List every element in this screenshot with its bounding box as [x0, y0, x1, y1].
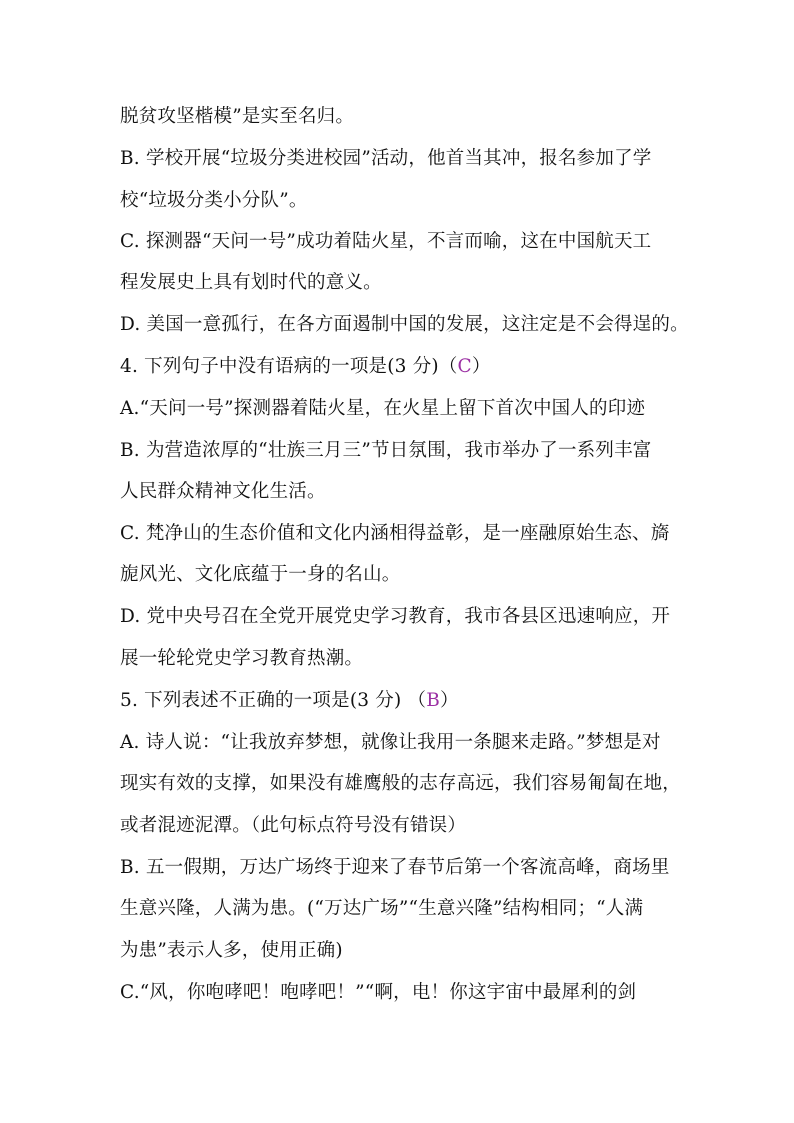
text-line-5: 程发展史上具有划时代的意义。	[120, 272, 382, 293]
text-line-21: 为患”表示人多，使用正确)	[120, 940, 343, 961]
question-5-text: 5. 下列表述不正确的一项是(3 分) （	[120, 690, 427, 711]
text-line-8: A.“天问一号”探测器着陆火星，在火星上留下首次中国人的印迹	[120, 398, 646, 419]
text-line-19: B. 五一假期，万达广场终于迎来了春节后第一个客流高峰，商场里	[120, 857, 670, 878]
text-line-10: 人民群众精神文化生活。	[120, 481, 326, 502]
text-line-2: B. 学校开展“垃圾分类进校园”活动，他首当其冲，报名参加了学	[120, 148, 652, 169]
text-line-11: C. 梵净山的生态价值和文化内涵相得益彰，是一座融原始生态、旖	[120, 523, 670, 544]
text-line-12: 旎风光、文化底蕴于一身的名山。	[120, 564, 401, 585]
text-line-20: 生意兴隆，人满为患。(“万达广场”“生意兴隆”结构相同；“人满	[120, 898, 644, 919]
question-4-text: 4. 下列句子中没有语病的一项是(3 分)（	[120, 356, 458, 377]
text-line-22: C.“风，你咆哮吧！咆哮吧！”“啊，电！你这宇宙中最犀利的剑	[120, 982, 637, 1003]
question-5-answer: B	[426, 690, 440, 711]
question-4-answer: C	[457, 356, 472, 377]
text-line-9: B. 为营造浓厚的“壮族三月三”节日氛围，我市举办了一系列丰富	[120, 440, 652, 461]
text-line-17: 现实有效的支撑，如果没有雄鹰般的志存高远，我们容易匍匐在地，	[120, 773, 682, 794]
text-line-1: 脱贫攻坚楷模”是实至名归。	[120, 106, 355, 127]
question-5-heading	[120, 681, 680, 721]
text-line-18: 或者混迹泥潭。（此句标点符号没有错误）	[120, 815, 467, 836]
question-4-close-paren: ）	[471, 356, 491, 377]
text-line-3: 校“垃圾分类小分队”。	[120, 190, 308, 211]
text-line-16: A. 诗人说：“让我放弃梦想，就像让我用一条腿来走路。”梦想是对	[120, 732, 661, 753]
text-line-13: D. 党中央号召在全党开展党史学习教育，我市各县区迅速响应，开	[120, 606, 671, 627]
text-line-6: D. 美国一意孤行，在各方面遏制中国的发展，这注定是不会得逞的。	[120, 314, 689, 335]
text-line-4: C. 探测器“天问一号”成功着陆火星，不言而喻，这在中国航天工	[120, 231, 652, 252]
question-5-close-paren: ）	[440, 690, 459, 711]
text-line-14: 展一轮轮党史学习教育热潮。	[120, 648, 364, 669]
question-4-heading	[120, 347, 680, 387]
